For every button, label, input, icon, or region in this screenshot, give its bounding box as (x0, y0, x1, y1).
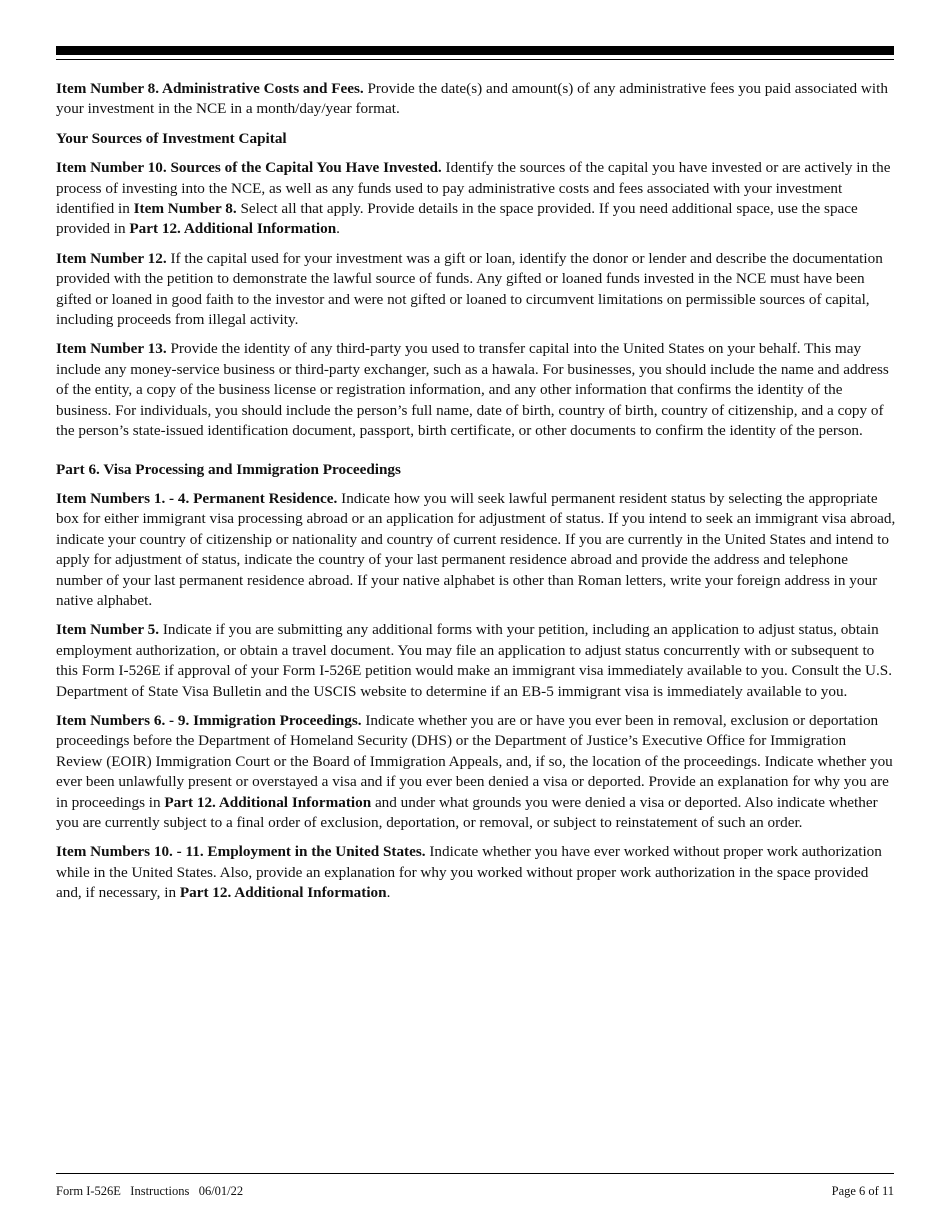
part-6-items-1-4-text: Indicate how you will seek lawful permanent resident status by selecting the appropriate box for either immigrant visa processing abroad or an application for adjustment of status. If you intend to seek an immigrant visa abroad, indicate your country of citizenship or nationality and country of current residence. If you are currently in the United States and intend to apply for adjustment of status, indicate the country of your last permanent residence abroad and provide the address and telephone number of your last permanent residence abroad. If your native alphabet is other than Roman letters, write your foreign address in your native alphabet. (56, 489, 896, 609)
item-10-label: Item Number 10. Sources of the Capital You Have Invested. (56, 159, 442, 177)
part-6-items-6-9-label: Item Numbers 6. - 9. Immigration Proceedings. (56, 711, 362, 729)
footer-rule (56, 1173, 894, 1174)
item-13-text: Provide the identity of any third-party you used to transfer capital into the United States on your behalf. This may include any money-service business or third-party exchanger, such as a hawala. For businesses, you should include the name and address of the entity, a copy of the business license or registration information, and any other information that confirms the identity of the business. For individuals, you should include the person’s full name, date of birth, country of birth, country of citizenship, and a copy of the person’s state-issued identification document, passport, birth certificate, or other documents to confirm the identity of the person. (56, 340, 889, 440)
item-8-paragraph (56, 79, 896, 120)
part-6-items-1-4-paragraph (56, 489, 896, 611)
footer-form-id: Form I-526E Instructions 06/01/22 (56, 1184, 244, 1198)
part-6-heading: Part 6. Visa Processing and Immigration Proceedings (56, 460, 401, 478)
part-6-items-10-11-paragraph (56, 842, 896, 903)
item-8-text: Provide the date(s) and amount(s) of any administrative fees you paid associated with your investment in the NCE in a month/day/year format. (56, 80, 888, 118)
item-13-paragraph (56, 339, 896, 441)
item-10-ref-2: Part 12. Additional Information (129, 220, 337, 238)
part-6-item-5-text: Indicate if you are submitting any additional forms with your petition, including an application to adjust status, obtain employment authorization, or obtain a travel document. You may file an application to adjust status concurrently with or subsequent to this Form I-526E if approval of your Form I-526E petition would make an immigrant visa immediately available to you. Consult the U.S. Department of State Visa Bulletin and the USCIS website to determine if an EB-5 immigrant visa is immediately available to you. (56, 621, 893, 700)
footer-page-number: Page 6 of 11 (831, 1184, 894, 1198)
item-10-text-2: Select all that apply. Provide details in the space provided. If you need additional space, use the space provided in (56, 200, 858, 238)
part-6-item-5-paragraph (56, 620, 896, 702)
part-6-items-1-4-label: Item Numbers 1. - 4. Permanent Residence. (56, 489, 338, 507)
item-12-text: If the capital used for your investment was a gift or loan, identify the donor or lender and describe the documentation provided with the petition to demonstrate the lawful source of funds. Any gifted or loaned funds invested in the NCE must have been gifted or loaned in good faith to the investor and were not gifted or loaned to circumvent limitations on permissible sources of capital, including proceeds from illegal activity. (56, 249, 883, 329)
part-6-item-5-label: Item Number 5. (56, 621, 160, 639)
item-10-paragraph (56, 158, 896, 240)
item-10-text-3: . (336, 220, 340, 238)
part-6-items-10-11-ref: Part 12. Additional Information (179, 884, 387, 902)
part-6-items-10-11-label: Item Numbers 10. - 11. Employment in the United States. (56, 843, 426, 861)
instructions-body (56, 79, 896, 913)
part-6-items-6-9-paragraph (56, 711, 896, 833)
header-rule-thin (56, 59, 894, 60)
part-6-items-6-9-text-2: and under what grounds you were denied a visa or deported. Also indicate whether you are currently subject to a final order of exclusion, deportation, or removal, or subject to reinstatement of such an order. (56, 793, 878, 831)
item-10-text-1: Identify the sources of the capital you have invested or are actively in the process of investing into the NCE, as well as any funds used to pay administrative costs and fees associated with your investment identified in (56, 159, 891, 218)
item-10-ref-1: Item Number 8. (133, 200, 237, 218)
sources-heading: Your Sources of Investment Capital (56, 129, 287, 147)
part-6-items-6-9-ref: Part 12. Additional Information (164, 793, 372, 811)
part-6-items-10-11-text-1: Indicate whether you have ever worked without proper work authorization while in the United States. Also, provide an explanation for why you worked without proper work authorization in the space provided and, if necessary, in (56, 843, 882, 902)
item-8-label: Item Number 8. Administrative Costs and Fees. (56, 80, 364, 97)
part-6-items-6-9-text-1: Indicate whether you are or have you ever been in removal, exclusion or deportation proceedings before the Department of Homeland Security (DHS) or the Department of Justice’s Executive Office for Immigration Review (EOIR) Immigration Court or the Board of Immigration Appeals, and, if so, the location of the proceedings. Indicate whether you ever been unlawfully present or overstayed a visa and if you ever been denied a visa or deported. Provide an explanation for why you are in proceedings in (56, 711, 893, 811)
header-rule-thick (56, 46, 894, 55)
item-13-label: Item Number 13. (56, 340, 167, 358)
part-6-items-10-11-text-2: . (386, 884, 391, 902)
item-12-paragraph (56, 249, 896, 331)
item-12-label: Item Number 12. (56, 249, 167, 267)
